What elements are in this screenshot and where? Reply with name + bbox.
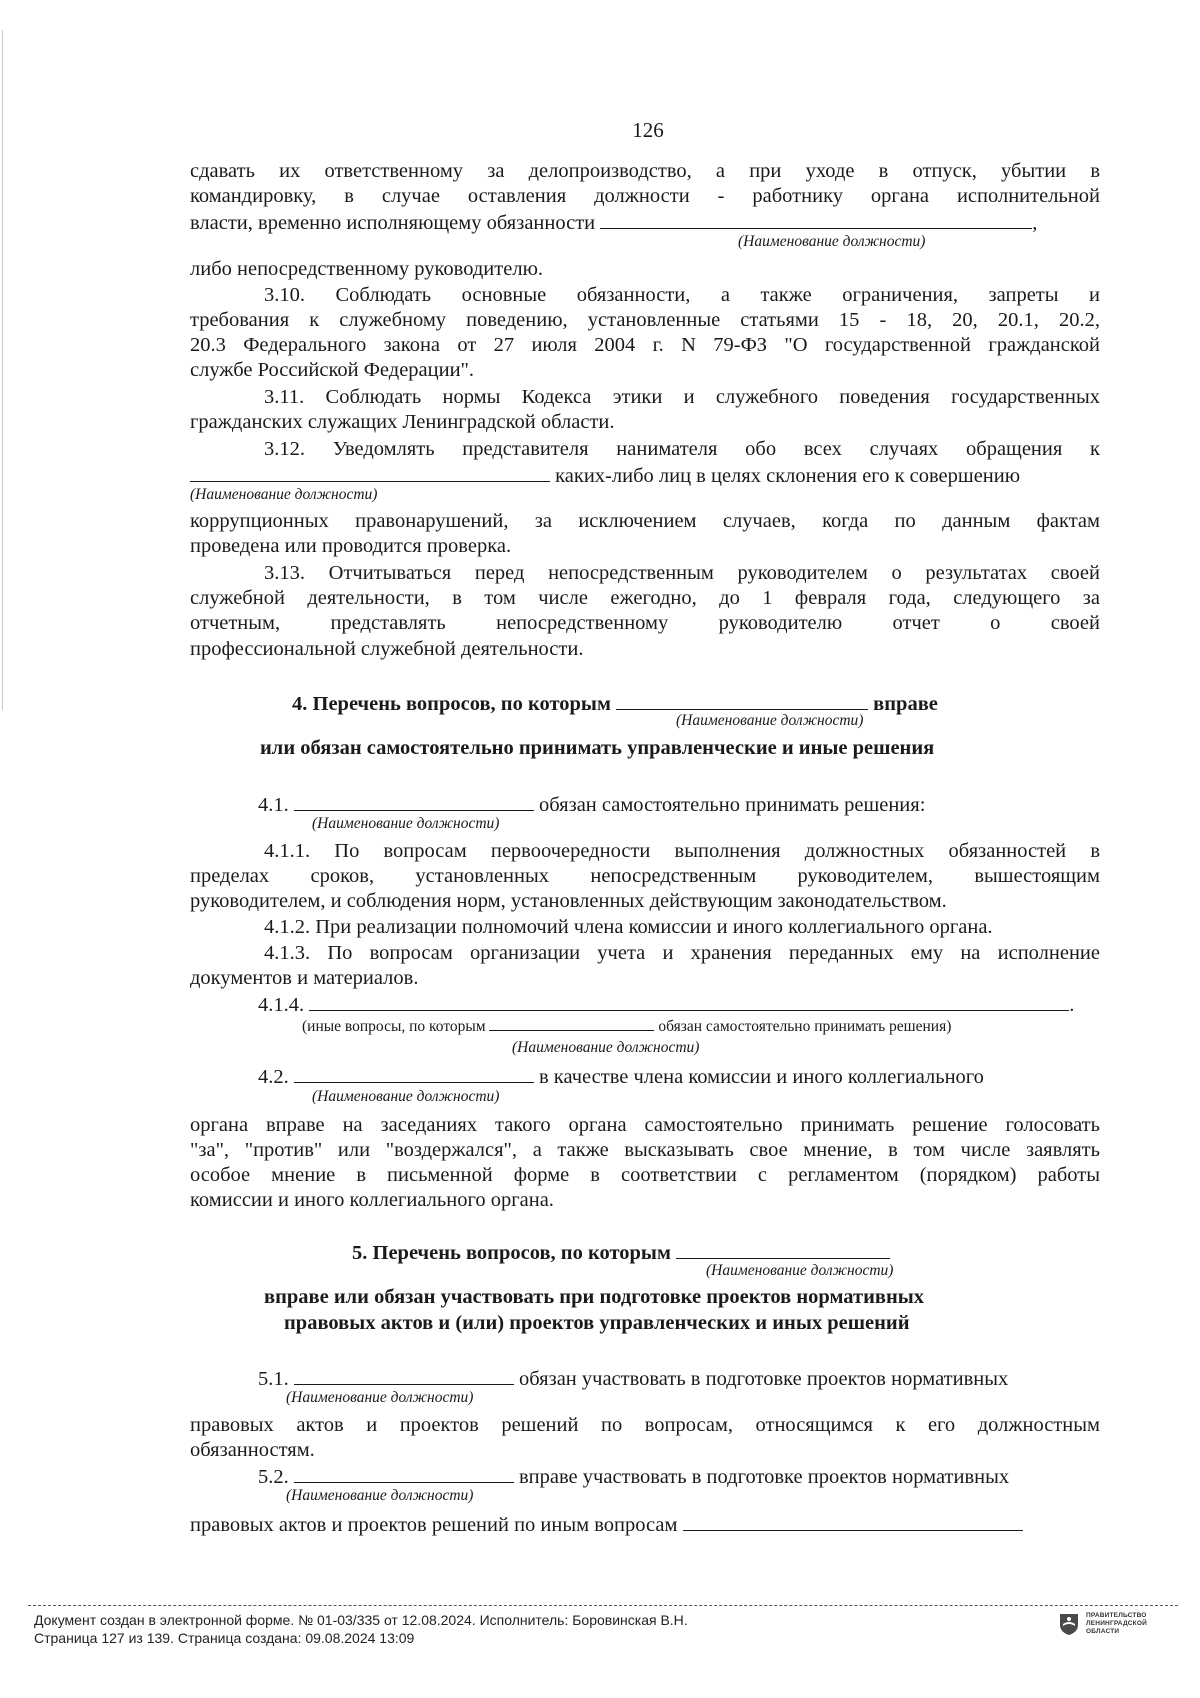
text-span: в качестве члена комиссии и иного коллегиального [539,1066,984,1088]
text-span: вправе участвовать в подготовке проектов нормативных [519,1466,1010,1488]
blank-field [190,461,550,482]
text-span: правовых актов и проектов решений по иным вопросам [190,1514,678,1536]
government-logo [1058,1612,1147,1636]
paragraph-3-12: 3.12. Уведомлять представителя нанимателя обо всех случаях обращения к [264,438,1100,460]
text-line: гражданских служащих Ленинградской области. [190,411,615,433]
text-line: руководителем, и соблюдения норм, установленных действующим законодательством. [190,890,947,912]
text-line: коррупционных правонарушений, за исключением случаев, когда по данным фактам [190,510,1100,532]
footer-page-info: Страница 127 из 139. Страница создана: 09.08.2024 13:09 [34,1630,415,1646]
text-line: служебной деятельности, в том числе ежегодно, до 1 февраля года, следующего за [190,587,1100,609]
text-line [190,208,1037,236]
paragraph-5-2 [258,1462,1009,1490]
logo-text-line: ОБЛАСТИ [1086,1628,1120,1635]
section-5-subheading: вправе или обязан участвовать при подготовке проектов нормативных [264,1286,925,1308]
section-5-heading [352,1238,890,1265]
text-line: либо непосредственному руководителю. [190,258,544,280]
text-line: обязанностям. [190,1439,315,1461]
blank-field [683,1510,1023,1531]
heading-text: 5. Перечень вопросов, по которым [352,1242,671,1264]
blank-field [294,1462,514,1483]
caption-text: обязан самостоятельно принимать решения) [658,1018,952,1035]
paragraph-4-2 [258,1062,984,1090]
heading-text: 4. Перечень вопросов, по которым [292,693,611,715]
item-number: 4.1.4. [258,994,305,1016]
text-line [190,1510,1023,1538]
government-name [1086,1612,1147,1636]
text-line [190,461,1020,489]
paragraph-4-1-2: 4.1.2. При реализации полномочий члена комиссии и иного коллегиального органа. [264,916,993,938]
paragraph-3-10: 3.10. Соблюдать основные обязанности, а также ограничения, запреты и [264,284,1100,306]
text-line: командировку, в случае оставления должности - работнику органа исполнительной [190,185,1100,207]
blank-field [616,689,868,710]
leningrad-region-emblem-icon [1058,1612,1080,1636]
text-line: профессиональной служебной деятельности. [190,638,584,660]
text-line: документов и материалов. [190,967,419,989]
footer-document-info: Документ создан в электронной форме. № 01-03/335 от 12.08.2024. Исполнитель: Боровинская В.Н. [34,1612,688,1628]
field-caption-long [302,1017,951,1036]
paragraph-3-11: 3.11. Соблюдать нормы Кодекса этики и служебного поведения государственных [264,386,1100,408]
section-4-subheading: или обязан самостоятельно принимать управленческие и иные решения [260,737,935,759]
text-span: каких-либо лиц в целях склонения его к совершению [555,465,1021,487]
field-caption: (Наименование должности) [312,1088,500,1105]
blank-field [676,1238,890,1259]
footer-divider [28,1605,1178,1606]
text-line: правовых актов и проектов решений по вопросам, относящимся к его должностным [190,1414,1100,1436]
item-number: 5.1. [258,1368,289,1390]
text-line: службе Российской Федерации". [190,359,475,381]
text-span: . [1069,994,1075,1016]
text-line: отчетным, представлять непосредственному руководителю отчет о своей [190,612,1100,634]
field-caption: (Наименование должности) [706,1262,894,1279]
text-span: власти, временно исполняющему обязанности [190,212,596,234]
text-line: проведена или проводится проверка. [190,535,512,557]
item-number: 4.2. [258,1066,289,1088]
paragraph-4-1-3: 4.1.3. По вопросам организации учета и хранения переданных ему на исполнение [264,942,1100,964]
caption-text: (иные вопросы, по которым [302,1018,486,1035]
field-caption: (Наименование должности) [512,1039,700,1056]
blank-field [309,990,1069,1011]
paragraph-3-13: 3.13. Отчитываться перед непосредственным руководителем о результатах своей [264,562,1100,584]
field-caption: (Наименование должности) [286,1389,474,1406]
logo-text-line: ЛЕНИНГРАДСКОЙ [1086,1620,1147,1627]
logo-text-line: ПРАВИТЕЛЬСТВО [1086,1612,1147,1619]
paragraph-4-1-1: 4.1.1. По вопросам первоочередности выполнения должностных обязанностей в [264,840,1100,862]
blank-field [294,790,534,811]
field-caption: (Наименование должности) [676,712,864,729]
text-line: 20.3 Федерального закона от 27 июля 2004 г. N 79-ФЗ "О государственной гражданской [190,334,1100,356]
item-number: 5.2. [258,1466,289,1488]
paragraph-5-1 [258,1364,1008,1392]
text-line: комиссии и иного коллегиального органа. [190,1189,554,1211]
paragraph-4-1 [258,790,925,818]
text-span: , [1032,212,1038,234]
text-line: органа вправе на заседаниях такого органа самостоятельно принимать решение голосовать [190,1114,1100,1136]
text-line: "за", "против" или "воздержался", а также высказывать свое мнение, в том числе заявлять [190,1139,1100,1161]
heading-text: вправе [873,693,938,715]
blank-field [294,1062,534,1083]
text-span: обязан самостоятельно принимать решения: [539,794,926,816]
paragraph-4-1-4 [258,990,1074,1018]
field-caption: (Наименование должности) [312,815,500,832]
section-5-subheading: правовых актов и (или) проектов управленческих и иных решений [284,1312,910,1334]
text-line: сдавать их ответственному за делопроизводство, а при уходе в отпуск, убытии в [190,160,1100,182]
text-span: обязан участвовать в подготовке проектов нормативных [519,1368,1009,1390]
text-line: пределах сроков, установленных непосредственным руководителем, вышестоящим [190,865,1100,887]
blank-field [600,208,1032,229]
field-caption: (Наименование должности) [190,486,378,503]
page-number: 126 [632,118,664,142]
text-line: требования к служебному поведению, установленные статьями 15 - 18, 20, 20.1, 20.2, [190,309,1100,331]
item-number: 4.1. [258,794,289,816]
blank-field [294,1364,514,1385]
field-caption: (Наименование должности) [286,1487,474,1504]
blank-field [489,1017,654,1031]
text-line: особое мнение в письменной форме в соответствии с регламентом (порядком) работы [190,1164,1100,1186]
field-caption: (Наименование должности) [738,233,926,250]
